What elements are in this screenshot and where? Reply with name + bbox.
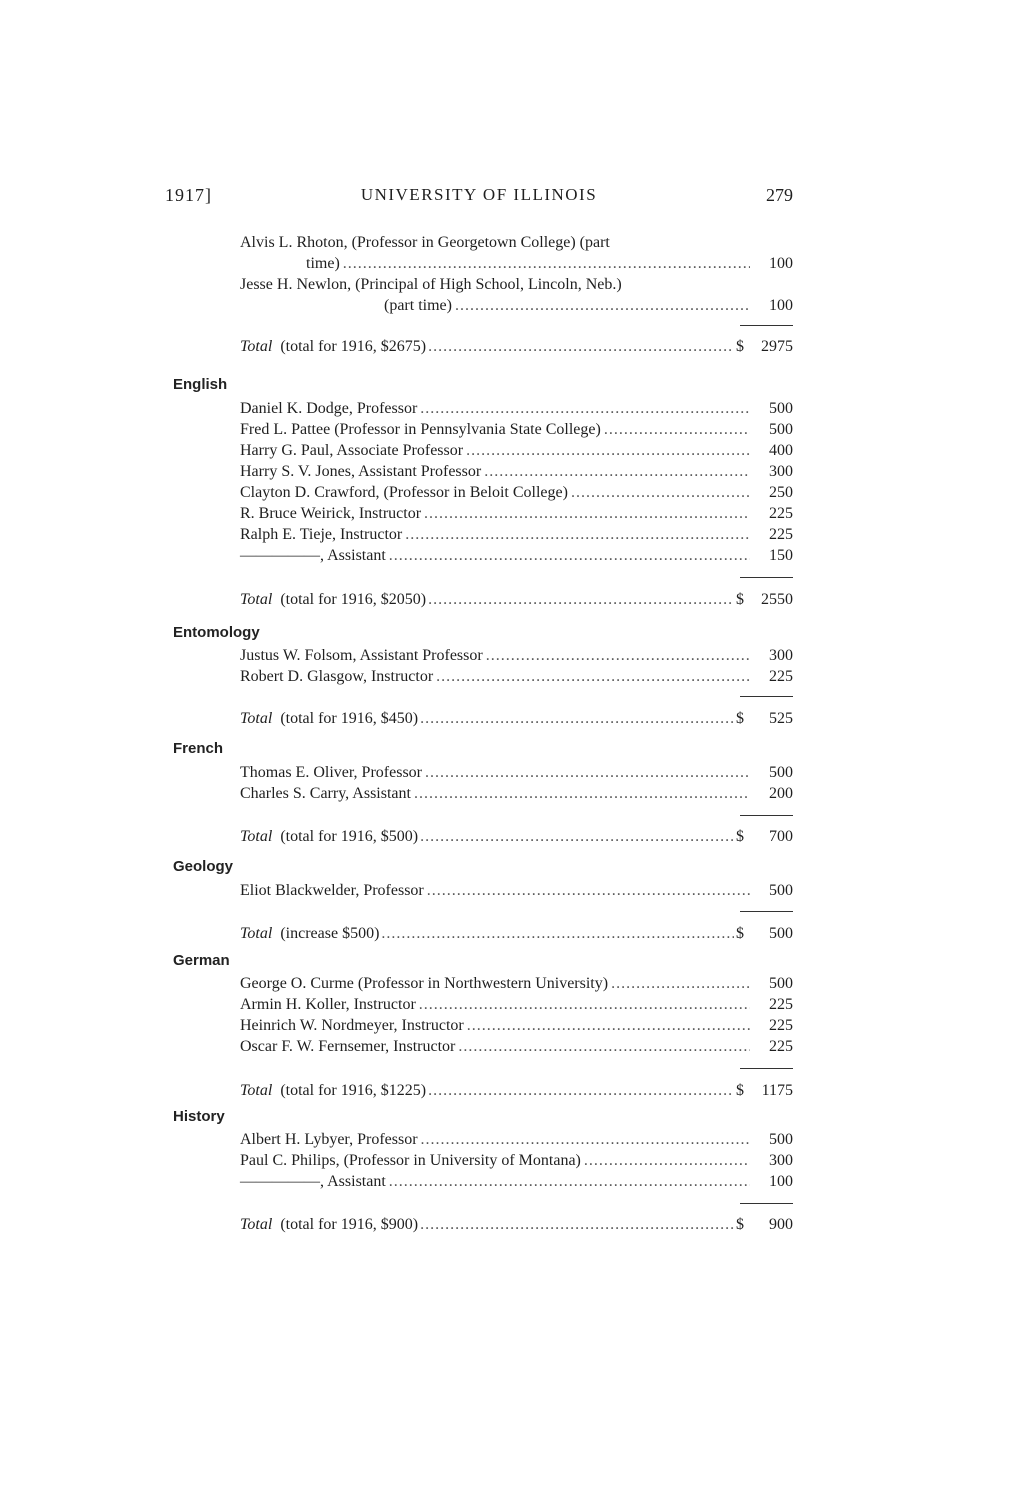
- dot-leader: [381, 923, 734, 944]
- entry-amount: 200: [769, 785, 793, 802]
- entry-name-line2: (part time): [384, 297, 452, 314]
- entry-name: Daniel K. Dodge, Professor: [240, 400, 418, 417]
- section-total: [240, 1080, 793, 1101]
- entry-amount: 400: [769, 442, 793, 459]
- dot-leader: [389, 545, 750, 566]
- dot-leader: [484, 461, 750, 482]
- entry-amount: 225: [769, 996, 793, 1013]
- salary-entry: [240, 1150, 793, 1171]
- dot-leader: [428, 336, 734, 357]
- total-detail: (total for 1916, $2050): [280, 591, 427, 608]
- entry-name: , Assistant: [320, 547, 386, 564]
- entry-name-line1: Alvis L. Rhoton, (Professor in Georgetown College) (part: [240, 234, 610, 251]
- currency-sign: $: [736, 591, 744, 608]
- section-total: [240, 826, 793, 847]
- entry-amount: 500: [769, 764, 793, 781]
- salary-entry: [240, 545, 793, 566]
- entry-name: Oscar F. W. Fernsemer, Instructor: [240, 1038, 456, 1055]
- total-label: Total: [240, 1082, 273, 1099]
- dot-leader: [486, 645, 750, 666]
- dot-leader: [428, 1080, 734, 1101]
- dot-leader: [419, 994, 750, 1015]
- total-rule: [740, 815, 793, 816]
- dot-leader: [467, 1015, 750, 1036]
- total-detail: (total for 1916, $2675): [280, 338, 427, 355]
- entry-name: , Assistant: [320, 1173, 386, 1190]
- dot-leader: [421, 1129, 750, 1150]
- page-header: [165, 185, 793, 209]
- department-heading: Geology: [173, 858, 234, 875]
- vacancy-dash: —————: [240, 1173, 320, 1190]
- department-heading: German: [173, 952, 230, 969]
- entry-amount: 100: [769, 255, 793, 272]
- salary-entry: [240, 762, 793, 783]
- total-amount: 900: [769, 1216, 793, 1233]
- salary-entry: [240, 666, 793, 687]
- entry-name: Fred L. Pattee (Professor in Pennsylvania State College): [240, 421, 601, 438]
- total-detail: (total for 1916, $1225): [280, 1082, 427, 1099]
- header-title: UNIVERSITY OF ILLINOIS: [360, 185, 598, 204]
- dot-leader: [414, 783, 750, 804]
- salary-entry: [240, 461, 793, 482]
- dot-leader: [571, 482, 750, 503]
- salary-entry: [384, 295, 793, 316]
- salary-entry: [240, 994, 793, 1015]
- total-amount: 2550: [761, 591, 793, 608]
- total-rule: [740, 325, 793, 326]
- entry-name: Justus W. Folsom, Assistant Professor: [240, 647, 483, 664]
- dot-leader: [427, 880, 750, 901]
- dot-leader: [604, 419, 750, 440]
- salary-entry: [240, 1036, 793, 1057]
- entry-amount: 500: [769, 400, 793, 417]
- dot-leader: [428, 589, 734, 610]
- currency-sign: $: [736, 828, 744, 845]
- entry-name: Charles S. Carry, Assistant: [240, 785, 411, 802]
- entry-amount: 225: [769, 526, 793, 543]
- page-number: 279: [766, 185, 793, 205]
- total-label: Total: [240, 925, 273, 942]
- entry-name-line2: time): [306, 255, 340, 272]
- currency-sign: $: [736, 1082, 744, 1099]
- dot-leader: [420, 398, 750, 419]
- dot-leader: [584, 1150, 750, 1171]
- dot-leader: [611, 973, 750, 994]
- entry-name: Eliot Blackwelder, Professor: [240, 882, 424, 899]
- entry-name: Clayton D. Crawford, (Professor in Beloit College): [240, 484, 568, 501]
- salary-entry: [240, 482, 793, 503]
- dot-leader: [389, 1171, 750, 1192]
- section-total: [240, 708, 793, 729]
- entry-amount: 100: [769, 297, 793, 314]
- dot-leader: [343, 253, 750, 274]
- dot-leader: [425, 762, 750, 783]
- entry-amount: 500: [769, 1131, 793, 1148]
- salary-entry: [240, 419, 793, 440]
- entry-amount: 300: [769, 463, 793, 480]
- total-detail: (total for 1916, $450): [280, 710, 419, 727]
- total-amount: 2975: [761, 338, 793, 355]
- section-total: [240, 1214, 793, 1235]
- entry-name: Ralph E. Tieje, Instructor: [240, 526, 403, 543]
- total-amount: 1175: [761, 1082, 793, 1099]
- currency-sign: $: [736, 338, 744, 355]
- entry-name: Robert D. Glasgow, Instructor: [240, 668, 434, 685]
- entry-name: George O. Curme (Professor in Northwestern University): [240, 975, 609, 992]
- salary-entry: [240, 880, 793, 901]
- currency-sign: $: [736, 1216, 744, 1233]
- dot-leader: [466, 440, 750, 461]
- entry-name: Heinrich W. Nordmeyer, Instructor: [240, 1017, 464, 1034]
- entry-amount: 100: [769, 1173, 793, 1190]
- entry-amount: 225: [769, 1038, 793, 1055]
- section-total: [240, 336, 793, 357]
- total-label: Total: [240, 828, 273, 845]
- total-label: Total: [240, 1216, 273, 1233]
- department-heading: History: [173, 1108, 225, 1125]
- salary-entry: [240, 973, 793, 994]
- salary-entry: [240, 1129, 793, 1150]
- salary-entry: [240, 440, 793, 461]
- salary-entry: [240, 1015, 793, 1036]
- dot-leader: [420, 708, 734, 729]
- entry-amount: 225: [769, 505, 793, 522]
- section-total: [240, 589, 793, 610]
- total-label: Total: [240, 710, 273, 727]
- dot-leader: [455, 295, 750, 316]
- dot-leader: [424, 503, 750, 524]
- currency-sign: $: [736, 925, 744, 942]
- dot-leader: [420, 826, 734, 847]
- entry-name: Harry G. Paul, Associate Professor: [240, 442, 464, 459]
- entry-amount: 300: [769, 647, 793, 664]
- entry-name-line1: Jesse H. Newlon, (Principal of High School, Lincoln, Neb.): [240, 276, 622, 293]
- entry-amount: 500: [769, 421, 793, 438]
- entry-amount: 250: [769, 484, 793, 501]
- section-total: [240, 923, 793, 944]
- salary-entry: [240, 398, 793, 419]
- salary-entry: [240, 524, 793, 545]
- department-heading: Entomology: [173, 624, 260, 641]
- dot-leader: [436, 666, 750, 687]
- entry-name: Harry S. V. Jones, Assistant Professor: [240, 463, 482, 480]
- salary-entry: [240, 783, 793, 804]
- entry-name: Paul C. Philips, (Professor in University of Montana): [240, 1152, 581, 1169]
- entry-name: R. Bruce Weirick, Instructor: [240, 505, 422, 522]
- total-label: Total: [240, 338, 273, 355]
- total-amount: 525: [769, 710, 793, 727]
- entry-amount: 500: [769, 882, 793, 899]
- salary-entry: [306, 253, 793, 274]
- total-detail: (total for 1916, $500): [280, 828, 419, 845]
- total-amount: 500: [769, 925, 793, 942]
- total-rule: [740, 911, 793, 912]
- salary-entry: [240, 645, 793, 666]
- total-rule: [740, 577, 793, 578]
- vacancy-dash: —————: [240, 547, 320, 564]
- department-heading: French: [173, 740, 224, 757]
- currency-sign: $: [736, 710, 744, 727]
- salary-entry: [240, 503, 793, 524]
- total-label: Total: [240, 591, 273, 608]
- entry-amount: 500: [769, 975, 793, 992]
- total-rule: [740, 696, 793, 697]
- entry-amount: 225: [769, 1017, 793, 1034]
- entry-amount: 225: [769, 668, 793, 685]
- total-rule: [740, 1068, 793, 1069]
- department-heading: English: [173, 376, 228, 393]
- total-rule: [740, 1203, 793, 1204]
- salary-entry: [240, 1171, 793, 1192]
- entry-name: Albert H. Lybyer, Professor: [240, 1131, 418, 1148]
- dot-leader: [458, 1036, 750, 1057]
- dot-leader: [405, 524, 750, 545]
- entry-name: Thomas E. Oliver, Professor: [240, 764, 422, 781]
- total-detail: (total for 1916, $900): [280, 1216, 419, 1233]
- total-detail: (increase $500): [280, 925, 380, 942]
- header-year: 1917]: [165, 185, 212, 205]
- entry-name: Armin H. Koller, Instructor: [240, 996, 416, 1013]
- entry-amount: 150: [769, 547, 793, 564]
- total-amount: 700: [769, 828, 793, 845]
- entry-amount: 300: [769, 1152, 793, 1169]
- dot-leader: [420, 1214, 734, 1235]
